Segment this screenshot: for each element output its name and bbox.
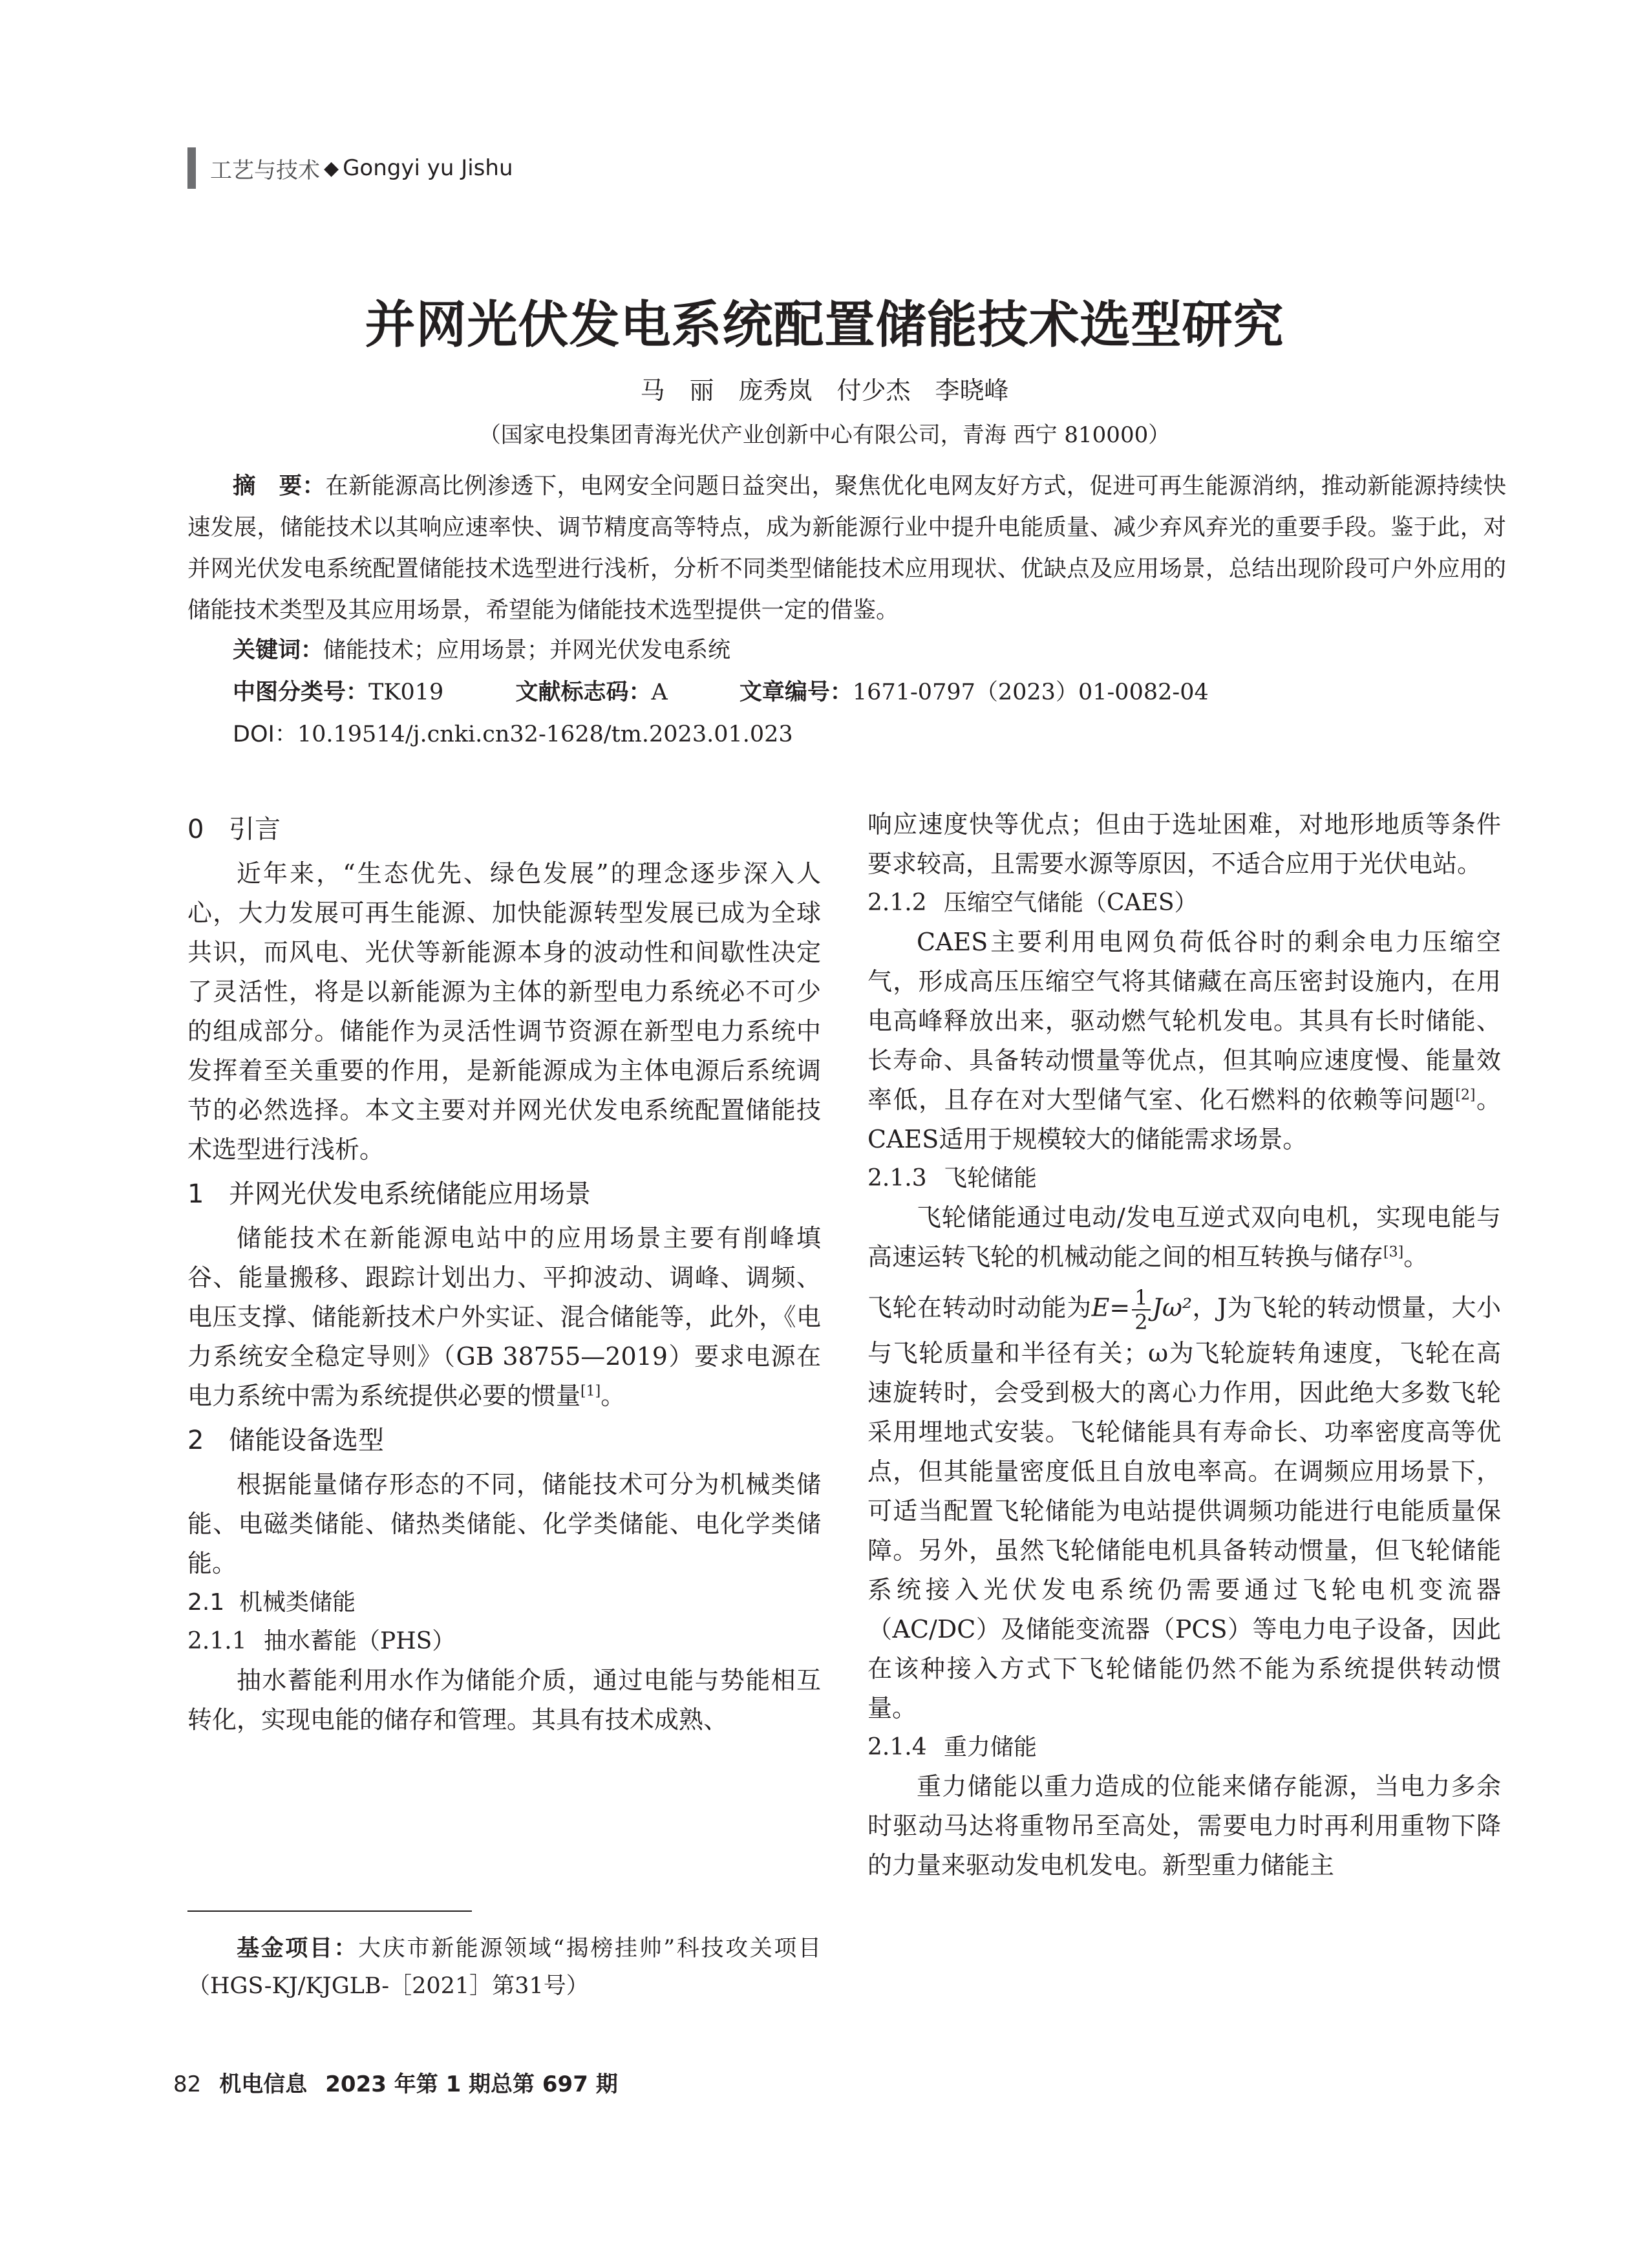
abstract-text: 在新能源高比例渗透下，电网安全问题日益突出，聚焦优化电网友好方式，促进可再生能源消纳，推动新能源持续快速发展，储能技术以其响应速率快、调节精度高等特点，成为新能源行业中提升电能质量、减少弃风弃光的重要手段。鉴于此，对并网光伏发电系统配置储能技术选型进行浅析，分析不同类型储能技术应用现状、优缺点及应用场景，总结出现阶段可户外应用的储能技术类型及其应用场景，希望能为储能技术选型提供一定的借鉴。: [187, 473, 1506, 623]
section-number: 0: [187, 815, 204, 844]
classification-line: [233, 674, 1209, 707]
paragraph-text: 飞轮储能通过电动/发电互逆式双向电机，实现电能与高速运转飞轮的机械动能之间的相互转换与储存: [867, 1203, 1501, 1271]
citation-ref: [3]: [1383, 1244, 1404, 1261]
paragraph-flywheel-detail: [867, 1286, 1501, 1728]
paragraph-pumped-hydro: 抽水蓄能利用水作为储能介质，通过电能与势能相互转化，实现电能的储存和管理。其具有技术成熟、: [187, 1666, 821, 1734]
doi-line: [233, 716, 793, 749]
abstract-label: 摘 要：: [233, 473, 326, 499]
article-number-label: 文章编号：: [739, 679, 853, 705]
paragraph-text: CAES主要利用电网负荷低谷时的剩余电力压缩空气，形成高压压缩空气将其储藏在高压密封设施内，在用电高峰释放出来，驱动燃气轮机发电。其具有长时储能、长寿命、具备转动惯量等优点，但其响应速度慢、能量效率低，且存在对大型储气室、化石燃料的依赖等问题: [867, 928, 1501, 1114]
paragraph-caes: [867, 923, 1501, 1159]
keywords: [233, 632, 730, 665]
subsubsection-title: 抽水蓄能（PHS）: [264, 1628, 456, 1654]
subsection-number: 2.1: [187, 1589, 225, 1616]
subsubsection-number: 2.1.4: [867, 1734, 927, 1760]
article-number: 1671-0797（2023）01-0082-04: [852, 679, 1209, 705]
header-section-en: Gongyi yu Jishu: [343, 155, 513, 181]
subsubsection-title: 压缩空气储能（CAES）: [944, 890, 1198, 916]
section-heading-0: [187, 805, 821, 854]
subsubsection-heading-2-1-2: [867, 884, 1501, 923]
journal-name: 机电信息: [219, 2071, 308, 2097]
paragraph-text: 储能技术在新能源电站中的应用场景主要有削峰填谷、能量搬移、跟踪计划出力、平抑波动、调峰、调频、电压支撑、储能新技术户外实证、混合储能等，此外，《电力系统安全稳定导则》（GB 38755—2019）要求电源在电力系统中需为系统提供必要的惯量: [187, 1224, 821, 1410]
funding-text: 大庆市新能源领域“揭榜挂帅”科技攻关项目（HGS-KJ/KJGLB-［2021］第31号）: [187, 1936, 821, 1999]
doc-code: A: [651, 679, 668, 705]
subsubsection-title: 重力储能: [944, 1734, 1037, 1760]
section-number: 1: [187, 1179, 204, 1209]
formula-rhs: Jω²: [1152, 1293, 1193, 1322]
page-footer: [173, 2066, 618, 2098]
subsection-title: 机械类储能: [239, 1589, 356, 1616]
section-title: 并网光伏发电系统储能应用场景: [229, 1179, 591, 1209]
doi-value: 10.19514/j.cnki.cn32-1628/tm.2023.01.023: [297, 722, 793, 747]
subsubsection-number: 2.1.2: [867, 890, 927, 916]
subsection-heading-2-1: [187, 1583, 821, 1622]
paragraph-text-end: 。CAES适用于规模较大的储能需求场景。: [867, 1086, 1501, 1153]
formula-fraction: [1132, 1286, 1150, 1334]
subsubsection-number: 2.1.1: [187, 1628, 247, 1654]
subsubsection-heading-2-1-4: [867, 1728, 1501, 1767]
author-list: 马 丽 庞秀岚 付少杰 李晓峰: [640, 376, 1009, 405]
section-title: 储能设备选型: [229, 1426, 384, 1455]
citation-ref: [1]: [580, 1383, 601, 1400]
subsubsection-heading-2-1-1: [187, 1622, 821, 1661]
paper-title: 并网光伏发电系统配置储能技术选型研究: [365, 296, 1284, 354]
doi-label: DOI：: [233, 722, 297, 747]
paragraph-text-end: 。: [601, 1382, 626, 1410]
clc-label: 中图分类号：: [233, 679, 369, 705]
fraction-denominator: 2: [1134, 1310, 1148, 1334]
affiliation: （国家电投集团青海光伏产业创新中心有限公司，青海 西宁 810000）: [478, 422, 1171, 448]
page-number: 82: [173, 2071, 202, 2097]
fraction-numerator: 1: [1132, 1286, 1150, 1311]
funding-label: 基金项目：: [237, 1936, 359, 1962]
subsubsection-title: 飞轮储能: [944, 1165, 1037, 1192]
paragraph-text-end: 。: [1403, 1243, 1429, 1271]
clc-code: TK019: [368, 679, 444, 705]
section-heading-1: [187, 1170, 821, 1219]
subsubsection-number: 2.1.3: [867, 1165, 927, 1192]
header-separator: ◆: [324, 156, 339, 180]
subsubsection-heading-2-1-3: [867, 1159, 1501, 1198]
keywords-text: 储能技术；应用场景；并网光伏发电系统: [323, 637, 731, 663]
running-header: [187, 147, 513, 189]
section-heading-2: [187, 1416, 821, 1465]
paragraph-flywheel-intro: [867, 1198, 1501, 1277]
paragraph-gravity-storage: 重力储能以重力造成的位能来储存能源，当电力多余时驱动马达将重物吊至高处，需要电力时再利用重物下降的力量来驱动发电机发电。新型重力储能主: [867, 1772, 1501, 1879]
paragraph-storage-types: 根据能量储存形态的不同，储能技术可分为机械类储能、电磁类储能、储热类储能、化学类储能、电化学类储能。: [187, 1470, 821, 1578]
footnote-rule: [187, 1910, 472, 1912]
doc-code-label: 文献标志码：: [515, 679, 652, 705]
header-section-cn: 工艺与技术: [210, 157, 320, 184]
section-title: 引言: [229, 815, 281, 844]
paragraph-text: 飞轮在转动时动能为: [867, 1293, 1092, 1322]
paragraph-continued: 响应速度快等优点；但由于选址困难，对地形地质等条件要求较高，且需要水源等原因，不适合应用于光伏电站。: [867, 810, 1501, 878]
issue-info: 2023 年第 1 期总第 697 期: [325, 2071, 618, 2097]
paragraph-introduction: 近年来，“生态优先、绿色发展”的理念逐步深入人心，大力发展可再生能源、加快能源转型发展已成为全球共识，而风电、光伏等新能源本身的波动性和间歇性决定了灵活性，将是以新能源为主体的新型电力系统必不可少的组成部分。储能作为灵活性调节资源在新型电力系统中发挥着至关重要的作用，是新能源成为主体电源后系统调节的必然选择。本文主要对并网光伏发电系统配置储能技术选型进行浅析。: [187, 859, 821, 1164]
paragraph-text-cont: ，J为飞轮的转动惯量，大小与飞轮质量和半径有关；ω为飞轮旋转角速度，飞轮在高速旋转时，会受到极大的离心力作用，因此绝大多数飞轮采用埋地式安装。飞轮储能具有寿命长、功率密度高等优点，但其能量密度低且自放电率高。在调频应用场景下，可适当配置飞轮储能为电站提供调频功能进行电能质量保障。另外，虽然飞轮储能电机具备转动惯量，但飞轮储能系统接入光伏发电系统仍需要通过飞轮电机变流器（AC/DC）及储能变流器（PCS）等电力电子设备，因此在该种接入方式下飞轮储能仍然不能为系统提供转动惯量。: [867, 1293, 1501, 1722]
abstract: [187, 465, 1506, 631]
funding-footnote: [187, 1930, 821, 2005]
section-number: 2: [187, 1426, 204, 1455]
citation-ref: [2]: [1455, 1087, 1476, 1104]
paragraph-application-scenarios: [187, 1219, 821, 1416]
formula-lhs: E=: [1091, 1293, 1131, 1322]
header-bar: [187, 147, 196, 189]
right-column: [867, 805, 1501, 1885]
keywords-label: 关键词：: [233, 637, 324, 663]
left-column: [187, 805, 821, 1740]
